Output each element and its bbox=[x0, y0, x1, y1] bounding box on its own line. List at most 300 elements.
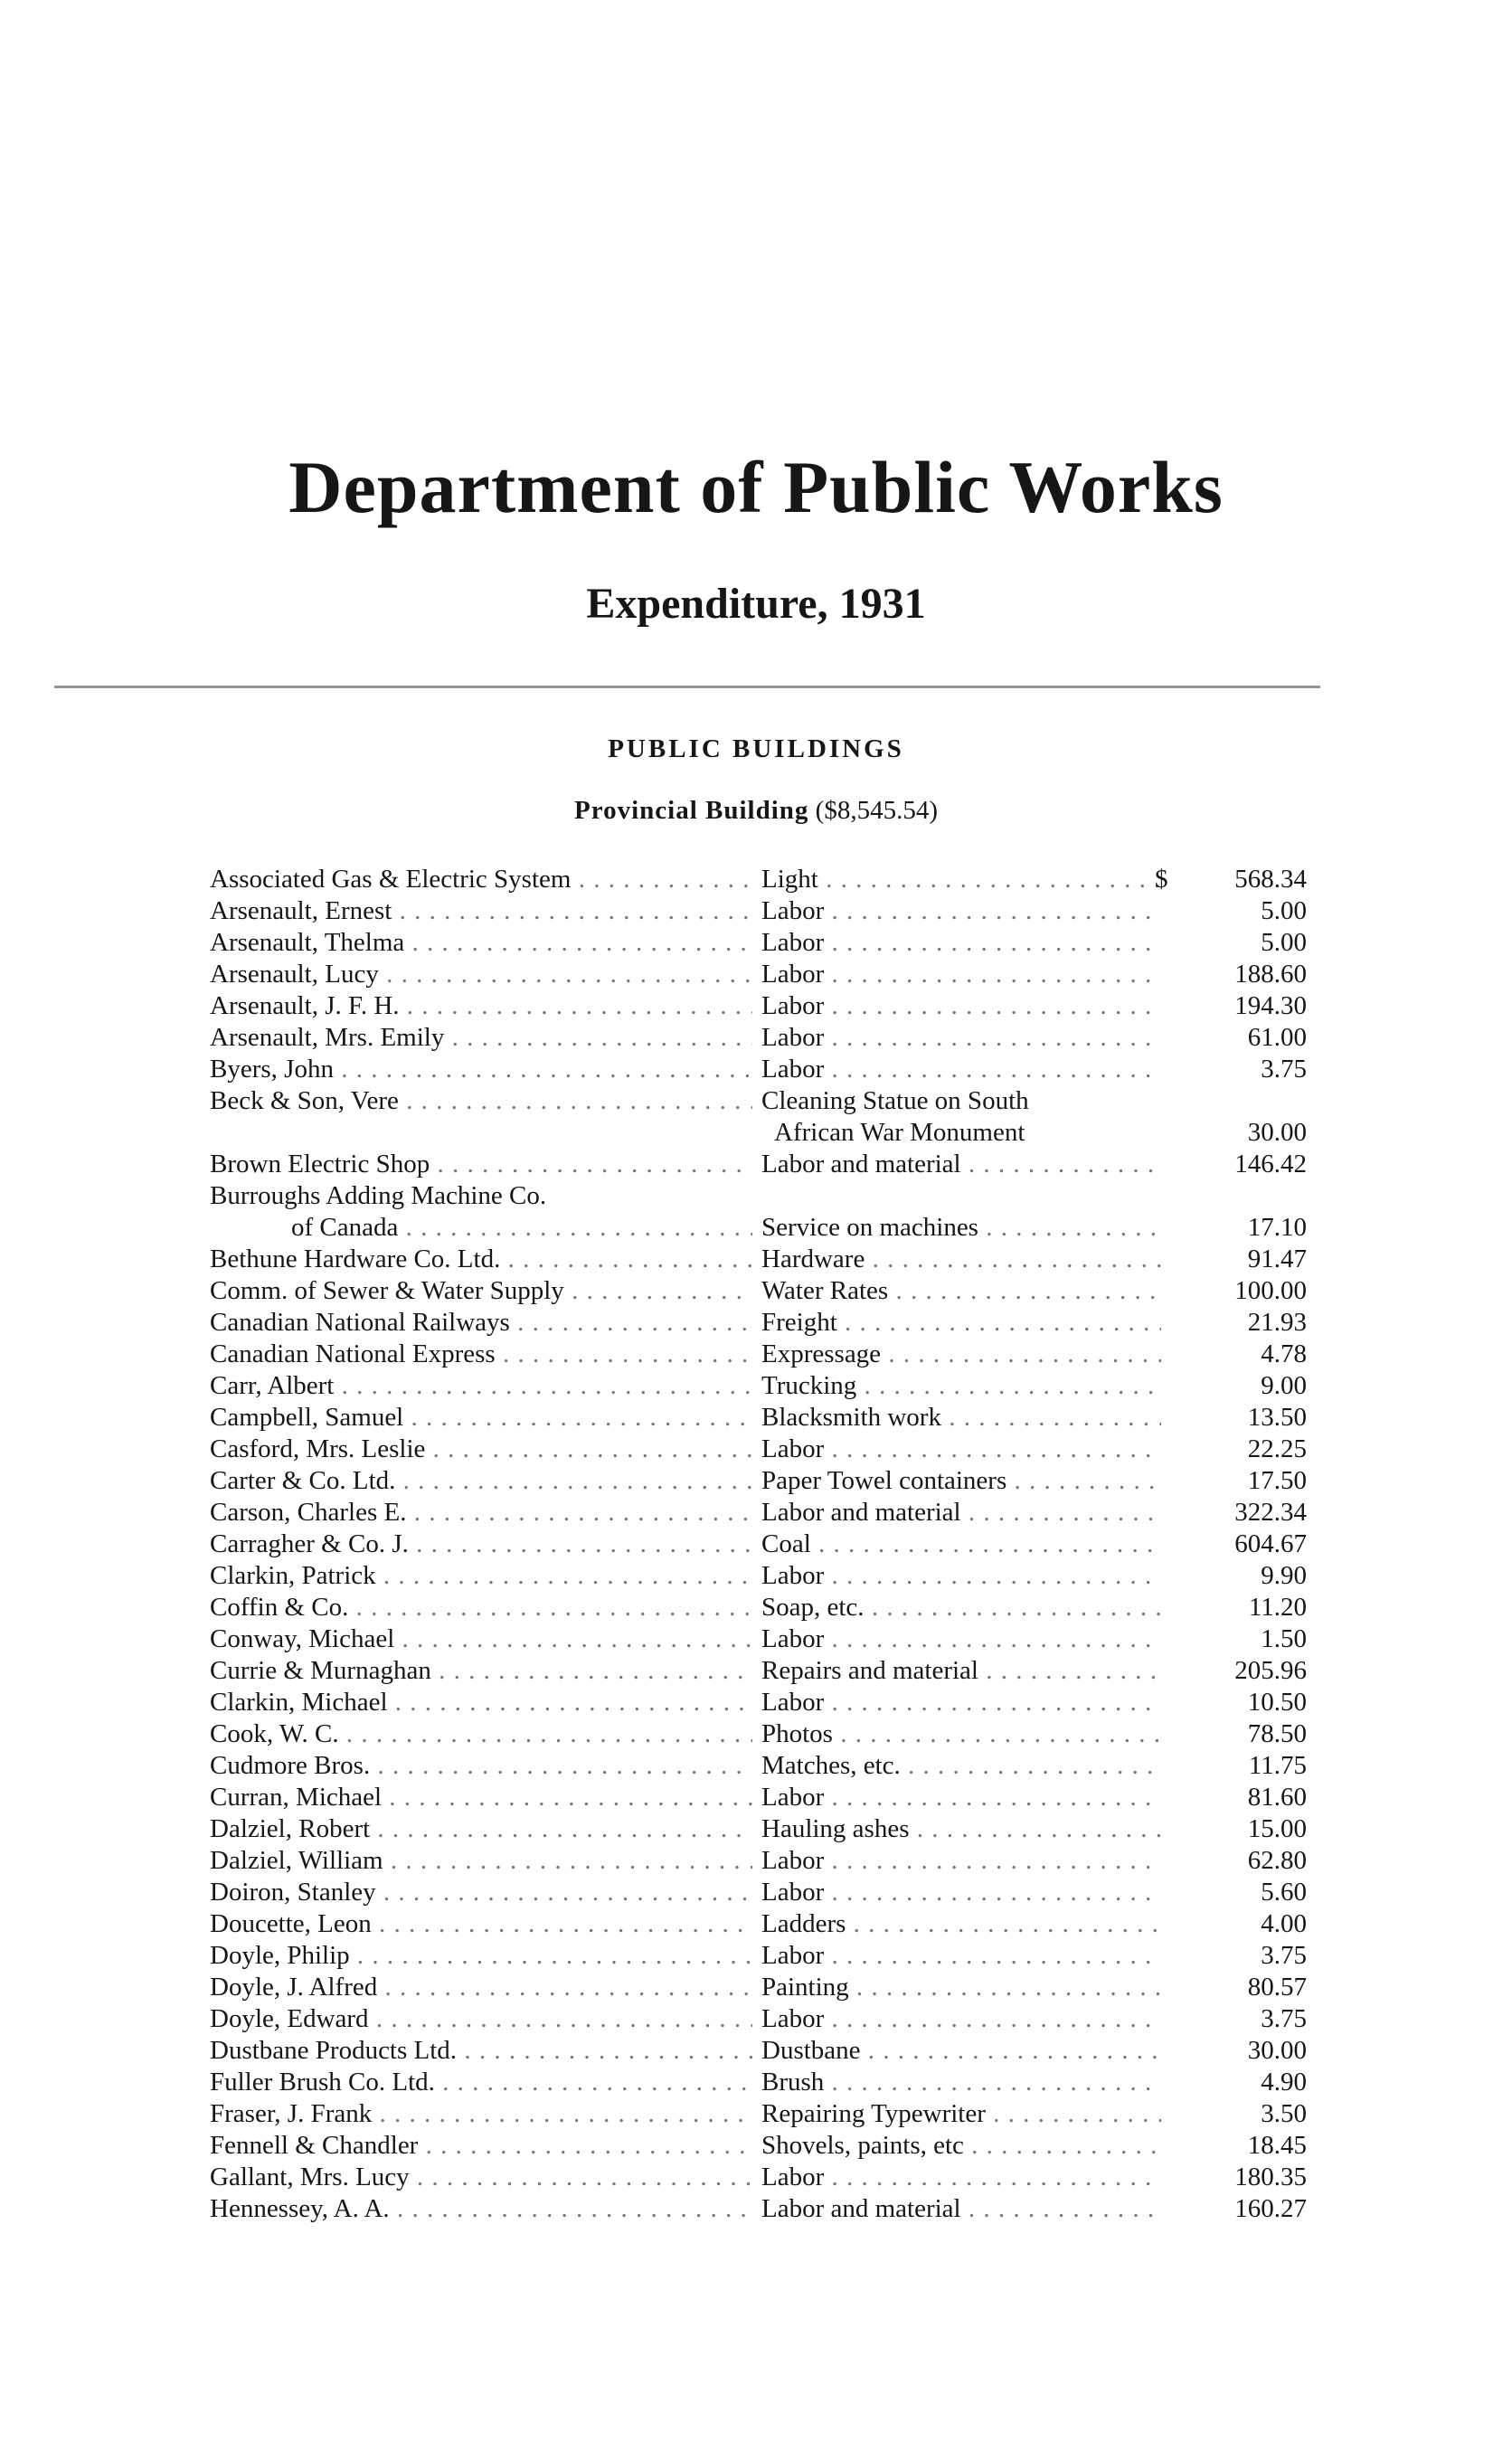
item-description: Expressage bbox=[761, 1339, 882, 1368]
item-cell bbox=[761, 1117, 1161, 1149]
payee-name: Carter & Co. Ltd. bbox=[210, 1466, 396, 1495]
payee-cell bbox=[210, 1244, 752, 1275]
payee-cell bbox=[210, 1275, 752, 1307]
ledger-row bbox=[210, 1434, 1313, 1465]
item-cell bbox=[761, 1054, 1161, 1085]
ledger-row bbox=[210, 1402, 1313, 1434]
payee-name: Carr, Albert bbox=[210, 1371, 335, 1400]
item-cell bbox=[761, 2098, 1161, 2130]
item-cell bbox=[761, 1497, 1161, 1529]
item-cell bbox=[761, 1402, 1161, 1434]
leader-dots bbox=[961, 1150, 1161, 1178]
item-description: Labor bbox=[761, 1624, 825, 1653]
item-cell bbox=[761, 990, 1161, 1022]
leader-dots bbox=[435, 2068, 752, 2097]
leader-dots bbox=[837, 1308, 1161, 1337]
ledger-row bbox=[210, 2035, 1313, 2067]
amount-cell: 568.34 bbox=[1234, 865, 1307, 894]
amount-cell: 15.00 bbox=[1247, 1814, 1307, 1843]
ledger-row bbox=[210, 1307, 1313, 1339]
leader-dots bbox=[403, 1403, 752, 1432]
item-cell bbox=[761, 1687, 1161, 1718]
payee-cell bbox=[210, 1085, 752, 1117]
ledger-row bbox=[210, 1560, 1313, 1592]
payee-cell bbox=[210, 1655, 752, 1687]
item-cell bbox=[761, 895, 1161, 927]
item-description: Labor and material bbox=[761, 2194, 961, 2223]
leader-dots bbox=[409, 1529, 752, 1558]
payee-cell bbox=[210, 2067, 752, 2098]
payee-name: Arsenault, Lucy bbox=[210, 960, 379, 989]
item-description: Labor bbox=[761, 991, 825, 1020]
item-cell bbox=[761, 1370, 1161, 1402]
amount-cell: 4.00 bbox=[1261, 1909, 1307, 1938]
payee-cell bbox=[210, 1497, 752, 1529]
ledger-row bbox=[210, 2162, 1313, 2193]
payee-name: Doiron, Stanley bbox=[210, 1878, 376, 1907]
amount-cell bbox=[1182, 1085, 1307, 1117]
item-cell bbox=[761, 2035, 1161, 2067]
leader-dots bbox=[376, 1878, 752, 1907]
payee-name: Arsenault, Thelma bbox=[210, 928, 405, 957]
leader-dots bbox=[824, 1846, 1161, 1875]
ledger-row bbox=[210, 1529, 1313, 1560]
leader-dots bbox=[856, 1371, 1161, 1400]
item-cell bbox=[761, 1339, 1161, 1370]
item-description: Soap, etc. bbox=[761, 1593, 865, 1622]
payee-name: Carragher & Co. J. bbox=[210, 1529, 409, 1558]
leader-dots bbox=[376, 1561, 752, 1590]
leader-dots bbox=[383, 1846, 752, 1875]
payee-cell bbox=[210, 1750, 752, 1782]
item-description: Labor bbox=[761, 1055, 825, 1084]
leader-dots bbox=[824, 1941, 1161, 1970]
payee-name: Carson, Charles E. bbox=[210, 1498, 407, 1527]
payee-name: Gallant, Mrs. Lucy bbox=[210, 2163, 410, 2191]
ledger-row bbox=[210, 1877, 1313, 1908]
leader-dots bbox=[571, 865, 752, 894]
payee-cell bbox=[210, 990, 752, 1022]
item-description: Ladders bbox=[761, 1909, 846, 1938]
ledger-row bbox=[210, 1244, 1313, 1275]
item-cell bbox=[761, 2003, 1161, 2035]
amount-cell: 3.50 bbox=[1261, 2099, 1307, 2128]
item-cell bbox=[761, 1149, 1161, 1180]
payee-cell bbox=[210, 1529, 752, 1560]
payee-name: Curran, Michael bbox=[210, 1783, 383, 1812]
leader-dots bbox=[824, 1055, 1161, 1084]
item-description: Labor bbox=[761, 2004, 825, 2033]
payee-cell bbox=[210, 1022, 752, 1054]
amount-cell: 78.50 bbox=[1247, 1719, 1307, 1748]
payee-name: Campbell, Samuel bbox=[210, 1403, 404, 1432]
leader-dots bbox=[395, 1466, 752, 1495]
ledger-row bbox=[210, 1117, 1313, 1149]
amount-cell: 81.60 bbox=[1247, 1783, 1307, 1812]
item-description: Labor and material bbox=[761, 1498, 961, 1527]
ledger-row bbox=[210, 1687, 1313, 1718]
leader-dots bbox=[564, 1276, 752, 1305]
amount-cell: 17.10 bbox=[1247, 1213, 1307, 1242]
item-description: Labor bbox=[761, 928, 825, 957]
payee-name: Byers, John bbox=[210, 1055, 334, 1084]
amount-cell: 30.00 bbox=[1247, 1118, 1307, 1147]
payee-cell bbox=[210, 1370, 752, 1402]
leader-dots bbox=[824, 960, 1161, 989]
payee-cell bbox=[210, 1054, 752, 1085]
payee-cell bbox=[210, 1402, 752, 1434]
leader-dots bbox=[334, 1371, 752, 1400]
amount-cell: 11.20 bbox=[1248, 1593, 1307, 1622]
ledger-row bbox=[210, 2193, 1313, 2225]
item-cell bbox=[761, 1275, 1161, 1307]
item-cell bbox=[761, 1307, 1161, 1339]
ledger-row bbox=[210, 2067, 1313, 2098]
title-divider bbox=[54, 686, 1320, 688]
ledger-row bbox=[210, 1465, 1313, 1497]
ledger-row bbox=[210, 1972, 1313, 2003]
ledger-row bbox=[210, 1718, 1313, 1750]
payee-cell bbox=[210, 1813, 752, 1845]
item-cell bbox=[761, 2193, 1161, 2225]
item-cell bbox=[761, 959, 1161, 990]
leader-dots bbox=[1006, 1466, 1161, 1495]
payee-cell bbox=[210, 1212, 752, 1244]
item-description: Blacksmith work bbox=[761, 1403, 941, 1432]
payee-name: Canadian National Railways bbox=[210, 1308, 510, 1337]
leader-dots bbox=[861, 2036, 1161, 2065]
payee-cell bbox=[210, 1623, 752, 1655]
payee-name: Cudmore Bros. bbox=[210, 1751, 371, 1780]
item-cell bbox=[761, 1022, 1161, 1054]
item-cell bbox=[761, 1718, 1161, 1750]
payee-name: Fennell & Chandler bbox=[210, 2131, 419, 2160]
amount-cell: 10.50 bbox=[1247, 1688, 1307, 1717]
item-cell bbox=[761, 1244, 1161, 1275]
item-cell bbox=[761, 2130, 1161, 2162]
payee-name: Beck & Son, Vere bbox=[210, 1086, 399, 1115]
subsection-name: Provincial Building bbox=[574, 796, 809, 825]
payee-name: Canadian National Express bbox=[210, 1339, 496, 1368]
amount-cell: 30.00 bbox=[1247, 2036, 1307, 2065]
payee-cell bbox=[210, 864, 752, 895]
amount-cell: 160.27 bbox=[1234, 2194, 1307, 2223]
ledger-row bbox=[210, 1339, 1313, 1370]
amount-cell: 322.34 bbox=[1234, 1498, 1307, 1527]
ledger-row bbox=[210, 1908, 1313, 1940]
amount-cell: 604.67 bbox=[1234, 1529, 1307, 1558]
item-cell bbox=[761, 1908, 1161, 1940]
payee-name: Coffin & Co. bbox=[210, 1593, 349, 1622]
leader-dots bbox=[824, 2004, 1161, 2033]
item-description: Labor bbox=[761, 1846, 825, 1875]
payee-name: Brown Electric Shop bbox=[210, 1150, 430, 1178]
payee-cell bbox=[210, 1180, 752, 1212]
amount-cell: 11.75 bbox=[1248, 1751, 1307, 1780]
item-description: Labor bbox=[761, 1878, 825, 1907]
leader-dots bbox=[824, 2163, 1161, 2191]
leader-dots bbox=[964, 2131, 1161, 2160]
payee-cell bbox=[210, 1149, 752, 1180]
payee-name: Dalziel, William bbox=[210, 1846, 383, 1875]
payee-name: Doyle, Edward bbox=[210, 2004, 369, 2033]
payee-name: Associated Gas & Electric System bbox=[210, 865, 572, 894]
leader-dots bbox=[370, 1751, 752, 1780]
item-cell bbox=[761, 1560, 1161, 1592]
leader-dots bbox=[457, 2036, 752, 2065]
ledger-row bbox=[210, 2130, 1313, 2162]
leader-dots bbox=[430, 1150, 752, 1178]
ledger-row bbox=[210, 1782, 1313, 1813]
leader-dots bbox=[339, 1719, 752, 1748]
amount-cell: 5.00 bbox=[1261, 896, 1307, 925]
payee-name: Doyle, J. Alfred bbox=[210, 1973, 378, 2002]
payee-name: Doucette, Leon bbox=[210, 1909, 372, 1938]
leader-dots bbox=[370, 1814, 752, 1843]
payee-name: Casford, Mrs. Leslie bbox=[210, 1434, 426, 1463]
leader-dots bbox=[978, 1213, 1161, 1242]
payee-cell bbox=[210, 959, 752, 990]
leader-dots bbox=[510, 1308, 752, 1337]
leader-dots bbox=[496, 1339, 752, 1368]
amount-cell: 4.90 bbox=[1261, 2068, 1307, 2097]
leader-dots bbox=[824, 1878, 1161, 1907]
amount-cell: 21.93 bbox=[1247, 1308, 1307, 1337]
ledger-row bbox=[210, 2003, 1313, 2035]
leader-dots bbox=[901, 1751, 1161, 1780]
ledger-row bbox=[210, 1940, 1313, 1972]
item-cell bbox=[761, 1465, 1161, 1497]
item-description: Coal bbox=[761, 1529, 811, 1558]
payee-name: Arsenault, Mrs. Emily bbox=[210, 1023, 445, 1052]
payee-cell bbox=[210, 927, 752, 959]
leader-dots bbox=[865, 1593, 1161, 1622]
page-subtitle: Expenditure, 1931 bbox=[586, 580, 926, 628]
ledger-row bbox=[210, 864, 1313, 895]
amount-cell: 5.00 bbox=[1261, 928, 1307, 957]
amount-cell: 1.50 bbox=[1261, 1624, 1307, 1653]
payee-cell bbox=[210, 1117, 752, 1149]
item-description: Painting bbox=[761, 1973, 849, 2002]
ledger-row bbox=[210, 1085, 1313, 1117]
leader-dots bbox=[811, 1529, 1161, 1558]
item-cell bbox=[761, 1180, 1161, 1212]
payee-cell bbox=[210, 1845, 752, 1877]
item-cell bbox=[761, 2162, 1161, 2193]
ledger-row bbox=[210, 1655, 1313, 1687]
ledger-row bbox=[210, 1275, 1313, 1307]
leader-dots bbox=[986, 2099, 1161, 2128]
amount-cell: 13.50 bbox=[1247, 1403, 1307, 1432]
leader-dots bbox=[824, 991, 1161, 1020]
payee-cell bbox=[210, 1592, 752, 1623]
payee-name: Conway, Michael bbox=[210, 1624, 395, 1653]
leader-dots bbox=[881, 1339, 1161, 1368]
payee-cell bbox=[210, 1718, 752, 1750]
item-cell bbox=[761, 1655, 1161, 1687]
item-description: Matches, etc. bbox=[761, 1751, 901, 1780]
amount-cell: 194.30 bbox=[1234, 991, 1307, 1020]
leader-dots bbox=[961, 1498, 1161, 1527]
item-description: Labor bbox=[761, 1941, 825, 1970]
leader-dots bbox=[388, 1688, 752, 1717]
payee-name: Burroughs Adding Machine Co. bbox=[210, 1181, 547, 1210]
payee-name: Hennessey, A. A. bbox=[210, 2194, 390, 2223]
item-description: Water Rates bbox=[761, 1276, 889, 1305]
leader-dots bbox=[377, 1973, 752, 2002]
leader-dots bbox=[824, 1783, 1161, 1812]
item-description: Paper Towel containers bbox=[761, 1466, 1007, 1495]
ledger-row bbox=[210, 1054, 1313, 1085]
payee-cell bbox=[210, 1339, 752, 1370]
payee-cell bbox=[210, 1560, 752, 1592]
item-description: Labor bbox=[761, 960, 825, 989]
payee-cell bbox=[210, 2130, 752, 2162]
ledger-row bbox=[210, 1592, 1313, 1623]
payee-name: Fuller Brush Co. Ltd. bbox=[210, 2068, 435, 2097]
leader-dots bbox=[390, 2194, 752, 2223]
item-description: Trucking bbox=[761, 1371, 857, 1400]
payee-name: of Canada bbox=[291, 1213, 399, 1242]
amount-cell: 180.35 bbox=[1234, 2163, 1307, 2191]
section-heading: PUBLIC BUILDINGS bbox=[608, 734, 904, 763]
leader-dots bbox=[978, 1656, 1161, 1685]
leader-dots bbox=[394, 1624, 752, 1653]
item-description: Labor bbox=[761, 1023, 825, 1052]
item-description: Repairs and material bbox=[761, 1656, 978, 1685]
payee-cell bbox=[210, 2162, 752, 2193]
leader-dots bbox=[398, 1213, 752, 1242]
payee-cell bbox=[210, 2098, 752, 2130]
item-cell bbox=[761, 1085, 1161, 1117]
ledger-row bbox=[210, 927, 1313, 959]
payee-name: Dalziel, Robert bbox=[210, 1814, 371, 1843]
leader-dots bbox=[406, 1498, 752, 1527]
leader-dots bbox=[399, 1086, 752, 1115]
item-description: Freight bbox=[761, 1308, 837, 1337]
item-description: Light bbox=[761, 865, 818, 894]
payee-name: Cook, W. C. bbox=[210, 1719, 339, 1748]
leader-dots bbox=[431, 1656, 752, 1685]
leader-dots bbox=[865, 1245, 1161, 1273]
leader-dots bbox=[334, 1055, 752, 1084]
amount-cell: 146.42 bbox=[1234, 1150, 1307, 1178]
leader-dots bbox=[350, 1941, 752, 1970]
item-description: Hardware bbox=[761, 1245, 865, 1273]
ledger-row bbox=[210, 1845, 1313, 1877]
payee-cell bbox=[210, 1465, 752, 1497]
item-description: African War Monument bbox=[774, 1118, 1025, 1147]
payee-cell bbox=[210, 1877, 752, 1908]
item-description: Brush bbox=[761, 2068, 825, 2097]
amount-cell: 9.90 bbox=[1261, 1561, 1307, 1590]
amount-cell: 91.47 bbox=[1247, 1245, 1307, 1273]
ledger-row bbox=[210, 1623, 1313, 1655]
amount-cell: 3.75 bbox=[1261, 1055, 1307, 1084]
subsection-total: ($8,545.54) bbox=[815, 796, 938, 825]
item-description: Labor bbox=[761, 1783, 825, 1812]
amount-cell: 4.78 bbox=[1261, 1339, 1307, 1368]
leader-dots bbox=[833, 1719, 1161, 1748]
amount-cell: 3.75 bbox=[1261, 1941, 1307, 1970]
leader-dots bbox=[410, 2163, 752, 2191]
leader-dots bbox=[824, 2068, 1161, 2097]
leader-dots bbox=[824, 1688, 1161, 1717]
leader-dots bbox=[961, 2194, 1161, 2223]
amount-cell: 80.57 bbox=[1247, 1973, 1307, 2002]
payee-name: Arsenault, J. F. H. bbox=[210, 991, 400, 1020]
item-cell bbox=[761, 1813, 1161, 1845]
leader-dots bbox=[941, 1403, 1161, 1432]
item-description: Service on machines bbox=[761, 1213, 978, 1242]
ledger-row bbox=[210, 2098, 1313, 2130]
ledger-row bbox=[210, 1022, 1313, 1054]
item-description: Hauling ashes bbox=[761, 1814, 910, 1843]
item-description: Labor bbox=[761, 896, 825, 925]
payee-name: Currie & Murnaghan bbox=[210, 1656, 431, 1685]
leader-dots bbox=[824, 1561, 1161, 1590]
item-description: Labor bbox=[761, 1561, 825, 1590]
item-description: Cleaning Statue on South bbox=[761, 1086, 1029, 1115]
item-description: Labor bbox=[761, 1434, 825, 1463]
leader-dots bbox=[372, 1909, 752, 1938]
payee-name: Comm. of Sewer & Water Supply bbox=[210, 1276, 564, 1305]
item-description: Labor bbox=[761, 1688, 825, 1717]
payee-cell bbox=[210, 1908, 752, 1940]
leader-dots bbox=[418, 2131, 752, 2160]
item-cell bbox=[761, 1782, 1161, 1813]
item-cell bbox=[761, 1434, 1161, 1465]
payee-cell bbox=[210, 1434, 752, 1465]
ledger-row bbox=[210, 895, 1313, 927]
leader-dots bbox=[846, 1909, 1161, 1938]
item-description: Labor and material bbox=[761, 1150, 961, 1178]
item-cell bbox=[761, 1845, 1161, 1877]
payee-cell bbox=[210, 1940, 752, 1972]
expenditure-ledger bbox=[210, 864, 1313, 2225]
leader-dots bbox=[348, 1593, 752, 1622]
page-title: Department of Public Works bbox=[288, 446, 1224, 528]
item-cell bbox=[761, 1877, 1161, 1908]
amount-cell: 22.25 bbox=[1247, 1434, 1307, 1463]
ledger-row bbox=[210, 1497, 1313, 1529]
leader-dots bbox=[372, 2099, 752, 2128]
payee-name: Clarkin, Michael bbox=[210, 1688, 388, 1717]
amount-cell: 18.45 bbox=[1247, 2131, 1307, 2160]
subsection-heading bbox=[0, 796, 1512, 826]
payee-name: Fraser, J. Frank bbox=[210, 2099, 373, 2128]
payee-name: Arsenault, Ernest bbox=[210, 896, 392, 925]
item-description: Labor bbox=[761, 2163, 825, 2191]
item-cell bbox=[761, 927, 1161, 959]
payee-cell bbox=[210, 1307, 752, 1339]
leader-dots bbox=[824, 1023, 1161, 1052]
amount-cell: 188.60 bbox=[1234, 960, 1307, 989]
amount-cell: 17.50 bbox=[1247, 1466, 1307, 1495]
payee-name: Doyle, Philip bbox=[210, 1941, 350, 1970]
ledger-row bbox=[210, 1212, 1313, 1244]
leader-dots bbox=[400, 991, 752, 1020]
leader-dots bbox=[425, 1434, 752, 1463]
leader-dots bbox=[888, 1276, 1161, 1305]
leader-dots bbox=[824, 1434, 1161, 1463]
ledger-row bbox=[210, 959, 1313, 990]
ledger-row bbox=[210, 1370, 1313, 1402]
leader-dots bbox=[382, 1783, 752, 1812]
item-cell bbox=[761, 864, 1161, 895]
payee-name: Dustbane Products Ltd. bbox=[210, 2036, 458, 2065]
leader-dots bbox=[404, 928, 752, 957]
